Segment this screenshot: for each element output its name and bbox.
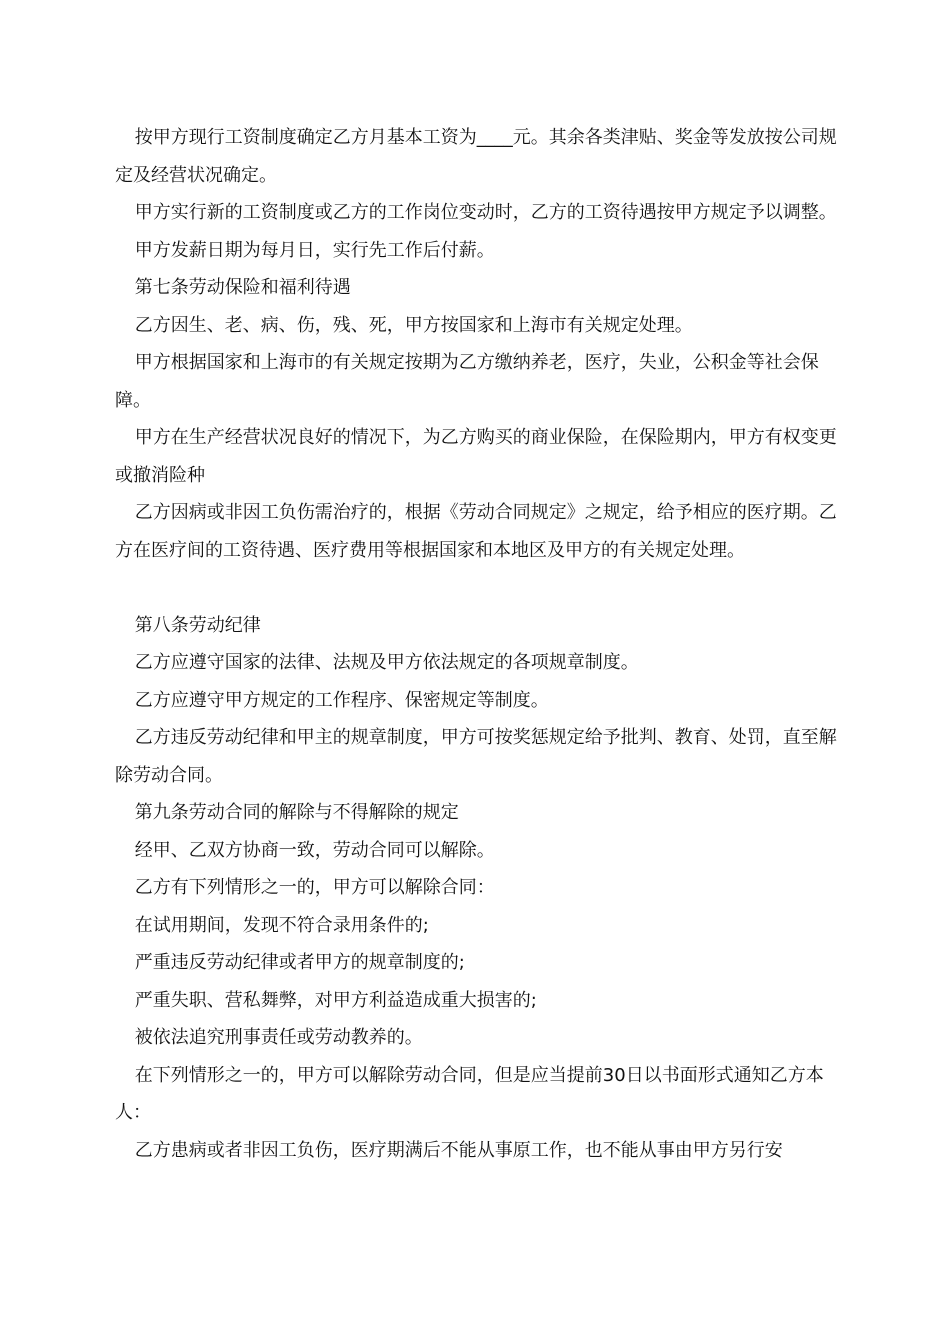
section-heading-article-8: 第八条劳动纪律 [134, 614, 261, 636]
section-heading-article-7: 第七条劳动保险和福利待遇 [134, 277, 351, 298]
paragraph-termination-conditions: 乙方有下列情形之一的，甲方可以解除合同： [134, 877, 495, 898]
section-heading-article-9: 第九条劳动合同的解除与不得解除的规定 [134, 802, 459, 823]
list-item-criminal: 被依法追究刑事责任或劳动教养的。 [134, 1027, 423, 1048]
paragraph-obey-laws: 乙方应遵守国家的法律、法规及甲方依法规定的各项规章制度。 [134, 652, 639, 673]
paragraph-welfare-handling: 乙方因生、老、病、伤，残、死，甲方按国家和上海市有关规定处理。 [134, 314, 693, 336]
blank-line [115, 569, 840, 607]
document-body [115, 119, 840, 1169]
list-item-serious-violation: 严重违反劳动纪律或者甲方的规章制度的; [134, 952, 465, 973]
paragraph-commercial-insurance: 甲方在生产经营状况良好的情况下，为乙方购买的商业保险，在保险期内，甲方有权变更或撤消险种 [115, 427, 837, 486]
paragraph-payday: 甲方发薪日期为每月日，实行先工作后付薪。 [134, 239, 495, 261]
paragraph-notice-termination: 在下列情形之一的，甲方可以解除劳动合同，但是应当提前30日以书面形式通知乙方本人： [115, 1064, 824, 1123]
paragraph-obey-procedures: 乙方应遵守甲方规定的工作程序、保密规定等制度。 [134, 689, 549, 711]
paragraph-discipline-violation: 乙方违反劳动纪律和甲主的规章制度，甲方可按奖惩规定给予批判、教育、处罚，直至解除劳动合同。 [115, 727, 837, 786]
paragraph-social-insurance: 甲方根据国家和上海市的有关规定按期为乙方缴纳养老，医疗，失业，公积金等社会保障。 [115, 352, 819, 411]
list-item-dereliction: 严重失职、营私舞弊，对甲方利益造成重大损害的; [134, 989, 537, 1011]
paragraph-mutual-termination: 经甲、乙双方协商一致，劳动合同可以解除。 [134, 839, 495, 861]
paragraph-salary-adjust: 甲方实行新的工资制度或乙方的工作岗位变动时，乙方的工资待遇按甲方规定予以调整。 [134, 202, 837, 223]
paragraph-salary-base: 按甲方现行工资制度确定乙方月基本工资为____元。其余各类津贴、奖金等发放按公司规定及经营状况确定。 [115, 127, 837, 186]
list-item-probation: 在试用期间，发现不符合录用条件的; [134, 914, 429, 936]
paragraph-illness-case: 乙方患病或者非因工负伤，医疗期满后不能从事原工作，也不能从事由甲方另行安 [134, 1139, 783, 1161]
paragraph-medical-period: 乙方因病或非因工负伤需治疗的，根据《劳动合同规定》之规定，给予相应的医疗期。乙方在医疗间的工资待遇、医疗费用等根据国家和本地区及甲方的有关规定处理。 [115, 502, 837, 561]
